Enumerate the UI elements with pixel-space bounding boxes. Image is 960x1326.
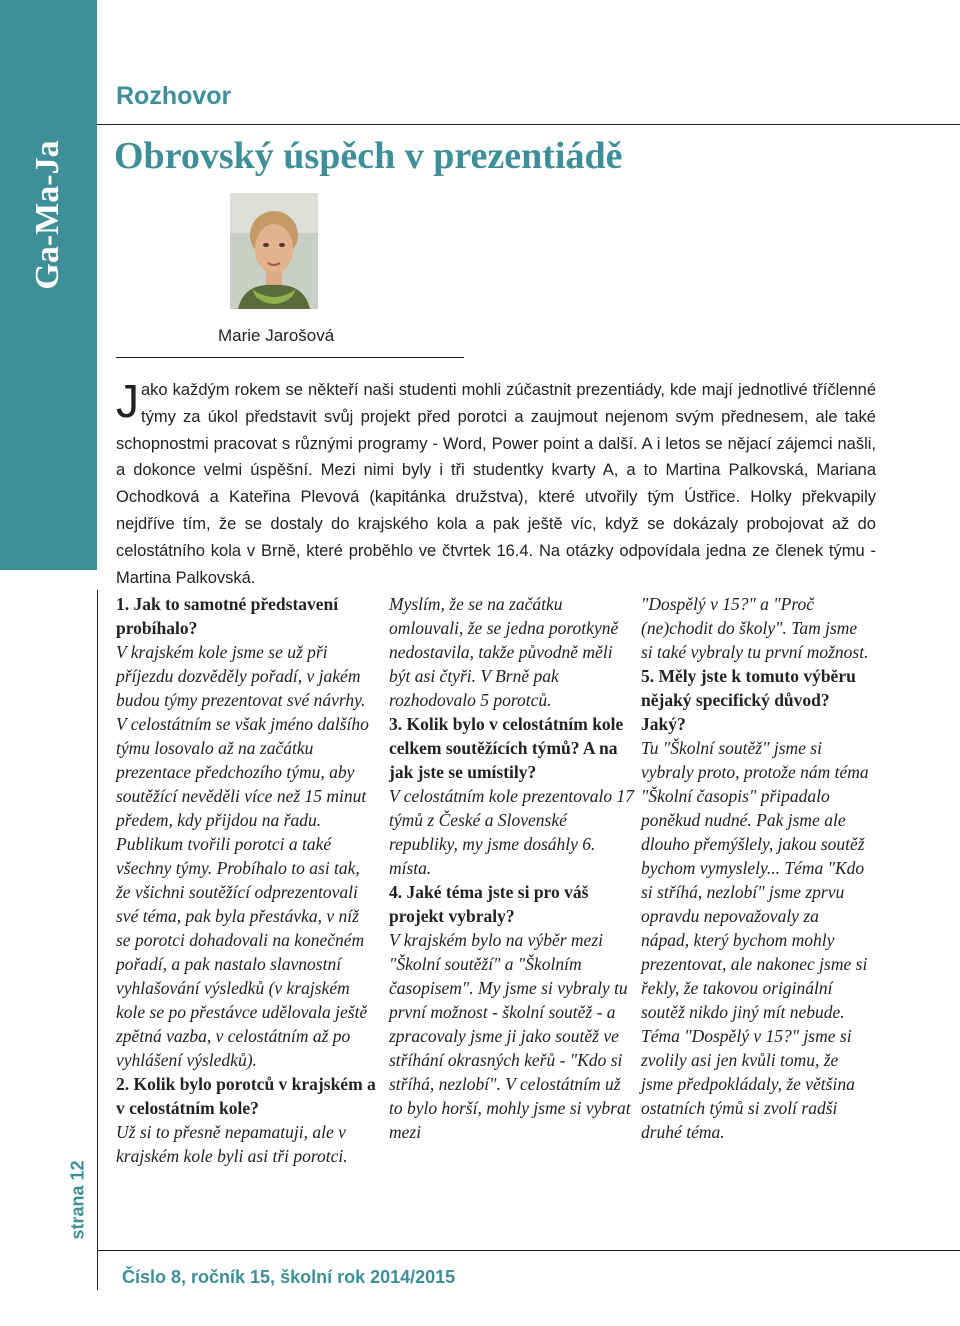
answer-5-part-2: Téma "Dospělý v 15?" jsme si zvolily asi jen kvůli tomu, že jsme předpokládaly, že většina ostatních týmů si zvolí radši druhé téma. bbox=[641, 1026, 855, 1142]
section-label: Rozhovor bbox=[116, 82, 232, 110]
magazine-name-vertical bbox=[0, 0, 97, 570]
column-1 bbox=[116, 592, 376, 1168]
answer-2-part-2: Myslím, že se na začátku omlouvali, že se jedna porotkyně nedostavila, takže původně měli být asi čtyři. V Brně pak rozhodovalo 5 porotců. bbox=[389, 594, 619, 710]
answer-4-part-2: "Dospělý v 15?" a "Proč (ne)chodit do školy". Tam jsme si také vybraly tu první možnost. bbox=[641, 594, 869, 662]
magazine-name: Ga-Ma-Ja bbox=[29, 140, 66, 290]
answer-1: V krajském kole jsme se už při příjezdu dozvěděly pořadí, v jakém budou týmy prezentovat své návrhy. V celostátním se však jméno dalšího týmu losovalo až na začátku prezentace předchozího týmu, aby soutěžící nevěděli více než 15 minut předem, kdy přijdou na řadu. Publikum tvořili porotci a také všechny týmy. Probíhalo to asi tak, že všichni soutěžící odprezentovali své téma, pak byla přestávka, v níž se porotci dohadovali na konečném pořadí, a pak nastalo slavnostní vyhlašování výsledků (v krajském kole se po přestávce udělovala ještě zpětná vazba, v celostátním až po vyhlášení výsledků). bbox=[116, 642, 369, 1070]
drop-cap: J bbox=[116, 375, 139, 427]
question-1: 1. Jak to samotné představení probíhalo? bbox=[116, 594, 339, 638]
question-5: 5. Měly jste k tomuto výběru nějaký specifický důvod? Jaký? bbox=[641, 666, 856, 734]
answer-5-part-1: Tu "Školní soutěž" jsme si vybraly proto, protože nám téma "Školní časopis" připadalo poněkud nudné. Pak jsme ale dlouho přemýšlely, jakou soutěž bychom vymyslely... Téma "Kdo si stříhá, nezlobí" jsme zprvu opravdu nepovažovaly za nápad, který bychom mohly prezentovat, ale nakonec jsme si řekly, že takovou originální soutěž nikdo jiný mít nebude. bbox=[641, 738, 869, 1022]
issue-footer: Číslo 8, ročník 15, školní rok 2014/2015 bbox=[122, 1267, 456, 1287]
answer-4-part-1: V krajském bylo na výběr mezi "Školní soutěží" a "Školním časopisem". My jsme si vybraly tu první možnost - školní soutěž - a zpracovaly jsme ji jako soutěž ve stříhání okrasných keřů - "Kdo si stříhá, nezlobí". V celostátním už to bylo horší, mohly jsme si vybrat mezi bbox=[389, 930, 631, 1142]
answer-2-part-1: Už si to přesně nepamatuji, ale v krajském kole byli asi tři porotci. bbox=[116, 1122, 348, 1166]
question-3: 3. Kolik bylo v celostátním kole celkem soutěžících týmů? A na jak jste se umístily? bbox=[389, 714, 624, 782]
portrait-photo bbox=[230, 193, 318, 309]
intro-text: ako každým rokem se někteří naši studenti mohli zúčastnit prezentiády, kde mají jednotlivé tříčlenné týmy za úkol představit svůj projekt před porotci a zaujmout nejenom svým přednesem, ale také schopnostmi pracovat s různými programy - Word, Power point a další. A i letos se nějací zájemci našli, a dokonce velmi úspěšní. Mezi nimi byly i tři studentky kvarty A, a to Martina Palkovská, Mariana Ochodková a Kateřina Plevová (kapitánka družstva), které utvořily tým Ústřice. Holky překvapily nejdříve tím, že se dostaly do krajského kola a pak ještě víc, když se dokázaly probojovat až do celostátního kola v Brně, které proběhlo ve čtvrtek 16.4. Na otázky odpovídala jedna ze členek týmu - Martina Palkovská. bbox=[116, 381, 876, 587]
column-3 bbox=[641, 592, 871, 1144]
caption-divider bbox=[116, 357, 464, 358]
question-2: 2. Kolik bylo porotců v krajském a v celostátním kole? bbox=[116, 1074, 376, 1118]
page-number: strana 12 bbox=[67, 1160, 88, 1240]
question-4: 4. Jaké téma jste si pro váš projekt vybraly? bbox=[389, 882, 589, 926]
article-title: Obrovský úspěch v prezentiádě bbox=[114, 135, 623, 177]
answer-3: V celostátním kole prezentovalo 17 týmů z České a Slovenské republiky, my jsme dosáhly 6. místa. bbox=[389, 786, 634, 878]
footer-divider bbox=[97, 1250, 960, 1251]
header-divider bbox=[97, 124, 960, 125]
column-2 bbox=[389, 592, 634, 1144]
photo-caption: Marie Jarošová bbox=[218, 326, 335, 345]
sidebar-divider bbox=[97, 590, 98, 1290]
intro-paragraph bbox=[116, 377, 876, 591]
